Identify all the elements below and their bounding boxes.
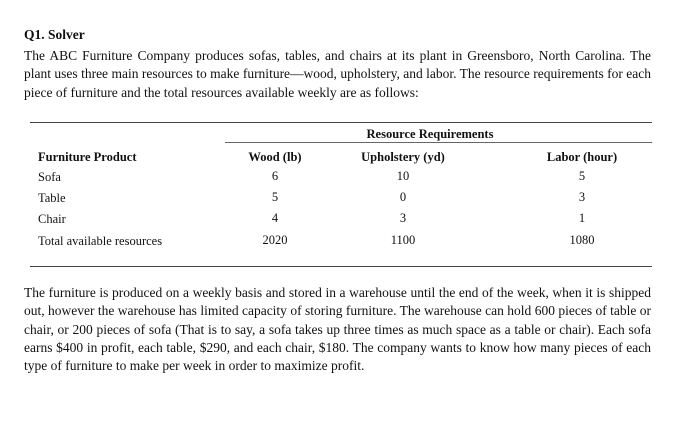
row-table-upholstery: 0: [399, 190, 407, 204]
group-header-rule: [225, 142, 652, 143]
header-upholstery: Upholstery (yd): [361, 150, 445, 164]
row-total-wood: 2020: [262, 233, 288, 247]
question-title: Q1. Solver: [24, 27, 85, 42]
row-chair-product: Chair: [38, 212, 66, 226]
row-sofa-upholstery: 10: [396, 169, 410, 183]
row-total-upholstery: 1100: [390, 233, 416, 247]
row-sofa-product: Sofa: [38, 170, 61, 184]
row-sofa-wood: 6: [271, 169, 279, 183]
row-chair-upholstery: 3: [399, 211, 407, 225]
problem-paragraph: The furniture is produced on a weekly basis and stored in a warehouse until the end of the week, when it is shipped out, however the warehouse has limited capacity of storing furniture. The warehouse can hold 600 pieces of table or chair, or 200 pieces of sofa (That is to say, a sofa takes up three times as much space as a table or chair). Each sofa earns $400 in profit, each table, $290, and each chair, $180. The company wants to know how many pieces of each type of furniture to make per week in order to maximize profit.: [24, 285, 651, 374]
resource-requirements-header: Resource Requirements: [366, 127, 494, 141]
row-chair-wood: 4: [271, 211, 279, 225]
intro-paragraph: The ABC Furniture Company produces sofas, tables, and chairs at its plant in Greensboro, North Carolina. The plant uses three main resources to make furniture—wood, upholstery, and labor. The resource requirements for each piece of furniture and the total resources available weekly are as follows:: [24, 48, 651, 100]
table-top-rule: [30, 122, 652, 123]
row-sofa-labor: 5: [578, 169, 586, 183]
row-chair-labor: 1: [578, 211, 586, 225]
row-total-labor: 1080: [569, 233, 595, 247]
table-bottom-rule: [30, 266, 652, 267]
header-labor: Labor (hour): [546, 150, 618, 164]
resource-table: [30, 118, 652, 268]
header-product: Furniture Product: [38, 150, 137, 164]
row-table-product: Table: [38, 191, 66, 205]
header-wood: Wood (lb): [248, 150, 302, 164]
row-total-product: Total available resources: [38, 234, 163, 248]
row-table-labor: 3: [578, 190, 586, 204]
row-table-wood: 5: [271, 190, 279, 204]
